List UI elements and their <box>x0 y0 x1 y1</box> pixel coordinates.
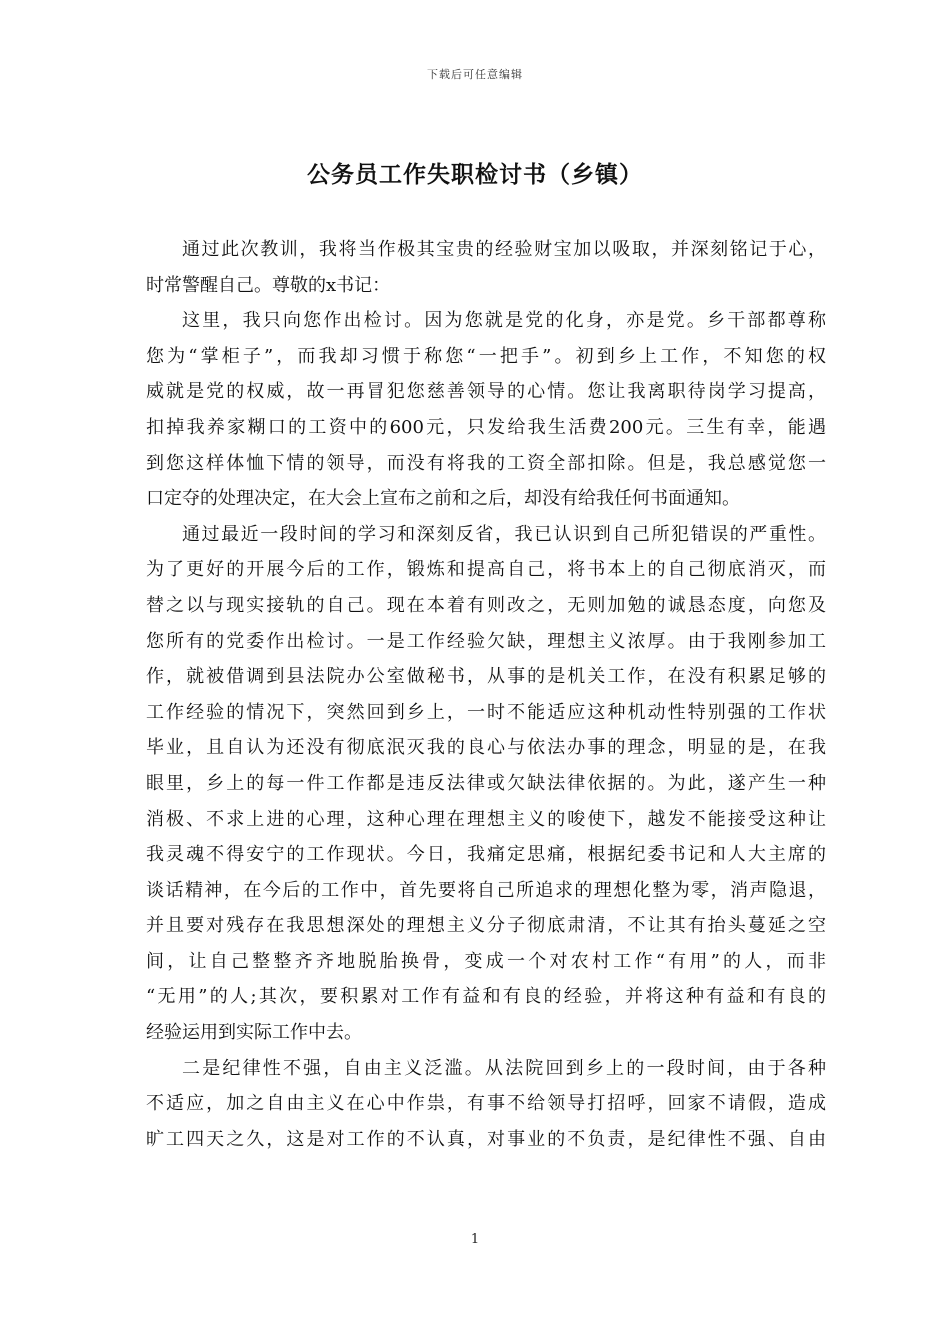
text-line: 您为“掌柜子”，而我却习惯于称您“一把手”。初到乡上工作，不知您的权 <box>146 345 826 367</box>
paragraph-3 <box>146 517 826 1051</box>
text-line: 这里，我只向您作出检讨。因为您就是党的化身，亦是党。乡干部都尊称 <box>182 310 826 332</box>
page-number: 1 <box>470 1232 480 1247</box>
paragraph-4 <box>146 1051 826 1158</box>
text-line: 旷工四天之久，这是对工作的不认真，对事业的不负责，是纪律性不强、自由 <box>146 1128 826 1150</box>
paragraph-1 <box>146 232 826 303</box>
text-line: 替之以与现实接轨的自己。现在本着有则改之，无则加勉的诚恳态度，向您及 <box>146 594 826 616</box>
text-line: 通过此次教训，我将当作极其宝贵的经验财宝加以吸取，并深刻铭记于心， <box>182 239 826 260</box>
text-line: 谈话精神，在今后的工作中，首先要将自己所追求的理想化整为零，消声隐退， <box>146 879 826 901</box>
text-line: 我灵魂不得安宁的工作现状。今日，我痛定思痛，根据纪委书记和人大主席的 <box>146 844 826 866</box>
text-line: 到您这样体恤下情的领导，而没有将我的工资全部扣除。但是，我总感觉您一 <box>146 452 826 474</box>
document-title: 公务员工作失职检讨书（乡镇） <box>307 161 643 188</box>
text-line: 毕业，且自认为还没有彻底泯灭我的良心与依法办事的理念，明显的是，在我 <box>146 737 826 759</box>
text-line: 经验运用到实际工作中去。 <box>146 1022 362 1044</box>
text-line: 眼里，乡上的每一件工作都是违反法律或欠缺法律依据的。为此，遂产生一种 <box>146 772 826 794</box>
text-line: 间，让自己整整齐齐地脱胎换骨，变成一个对农村工作“有用”的人，而非 <box>146 950 826 972</box>
paragraph-2 <box>146 303 826 517</box>
text-line: 通过最近一段时间的学习和深刻反省，我已认识到自己所犯错误的严重性。 <box>182 523 826 545</box>
text-line: 为了更好的开展今后的工作，锻炼和提高自己，将书本上的自己彻底消灭，而 <box>146 559 826 581</box>
text-line: 扣掉我养家糊口的工资中的600元，只发给我生活费200元。三生有幸，能遇 <box>146 416 826 438</box>
document-body <box>146 232 826 1157</box>
text-line: 作，就被借调到县法院办公室做秘书，从事的是机关工作，在没有积累足够的 <box>146 666 826 688</box>
text-line: 威就是党的权威，故一再冒犯您慈善领导的心情。您让我离职待岗学习提高， <box>146 381 826 403</box>
text-line: 并且要对残存在我思想深处的理想主义分子彻底肃清，不让其有抬头蔓延之空 <box>146 915 826 937</box>
header-note: 下载后可任意编辑 <box>427 68 523 81</box>
text-line: 不适应，加之自由主义在心中作祟，有事不给领导打招呼，回家不请假，造成 <box>146 1093 826 1115</box>
text-line: 口定夺的处理决定，在大会上宣布之前和之后，却没有给我任何书面通知。 <box>146 488 740 510</box>
text-line: 工作经验的情况下，突然回到乡上，一时不能适应这种机动性特别强的工作状 <box>146 701 826 723</box>
text-line: 二是纪律性不强，自由主义泛滥。从法院回到乡上的一段时间，由于各种 <box>182 1057 826 1079</box>
text-line: “无用”的人;其次，要积累对工作有益和有良的经验，并将这种有益和有良的 <box>146 986 826 1008</box>
text-line: 时常警醒自己。尊敬的x书记： <box>146 274 391 296</box>
text-line: 您所有的党委作出检讨。一是工作经验欠缺，理想主义浓厚。由于我刚参加工 <box>146 630 826 652</box>
text-line: 消极、不求上进的心理，这种心理在理想主义的唆使下，越发不能接受这种让 <box>146 808 826 830</box>
